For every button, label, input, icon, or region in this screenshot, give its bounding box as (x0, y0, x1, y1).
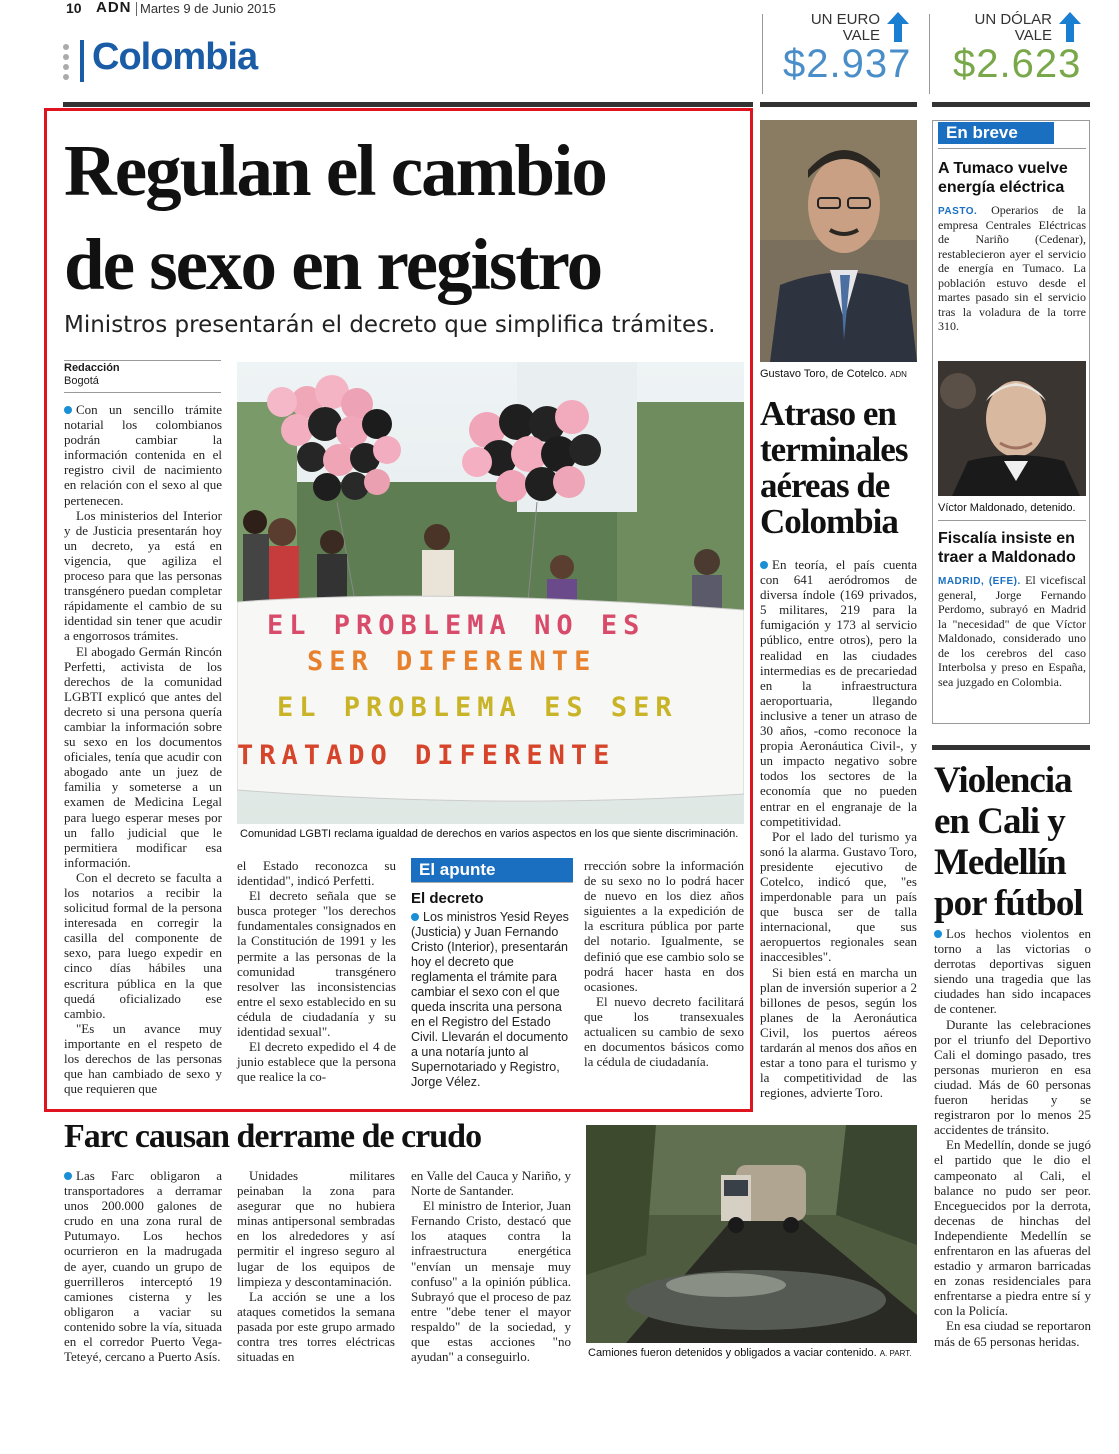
bullet-icon (760, 561, 768, 569)
main-col1-para: El abogado Germán Rincón Perfetti, activista de los derechos de la comunidad LGBTI explicó que antes del decreto si una persona quería cambiar la información sobre su sexo en los documentos oficiales, tenía que acudir con abogado ante un juez de familia y someterse a un examen de Medicina Legal para luego esperar meses por un fallo judicial que le permitiera modificar esa información. (64, 643, 222, 870)
dollar-label-line2: VALE (1014, 27, 1052, 44)
apunte-title: El decreto (411, 890, 484, 907)
currency-divider (929, 14, 930, 94)
brief-item2-place: MADRID, (EFE). (938, 576, 1021, 587)
brief-rule (938, 148, 1086, 149)
farc-para: El ministro de Interior, Juan Fernando Cristo, destacó que los ataques contra la infraestructura energética "envían un mensaje muy confuso" a la opinión pública. Subrayó que el proceso de paz entre "debe tener el mayor respaldo" de la sociedad, y que estas acciones "no ayudan" a conseguirlo. (411, 1198, 571, 1365)
violence-para: Durante las celebraciones por el triunfo del Deportivo Cali el domingo pasado, tres personas murieron en esa ciudad. Más de 60 personas fueron heridas y se registraron por lo menos 25 accidentes de tránsito. (934, 1016, 1091, 1138)
main-col2-para: El decreto señala que se busca proteger "los derechos fundamentales consignados en la Constitución de 1991 y les permite a las personas de la comunidad transgénero resolver las inconsistencias entre el sexo establecido en su cédula de ciudadanía y su identidad sexual". (237, 888, 396, 1040)
euro-up-arrow-icon (887, 12, 909, 42)
gustavo-toro-image (760, 120, 917, 362)
main-photo-caption: Comunidad LGBTI reclama igualdad de derechos en varios aspectos en los que siente discriminación. (240, 828, 739, 840)
section-title: Colombia (92, 36, 258, 78)
issue-date: Martes 9 de Junio 2015 (140, 1, 276, 16)
main-column-4 (584, 858, 744, 1069)
airports-para: Si bien está en marcha un plan de inversión superior a 2 billones de pesos, según los planes de la Aeronáutica Civil, los puertos aéreos tardarán al menos dos años en estar a tono para el turismo y la competitividad de las regiones, advierte Toro. (760, 964, 917, 1101)
dollar-value: $2.623 (953, 42, 1082, 86)
farc-headline: Farc causan derrame de crudo (64, 1118, 482, 1155)
bullet-icon (64, 406, 72, 414)
byline: Redacción (64, 362, 120, 374)
brief-label: En breve (938, 122, 1054, 144)
brief-item1-place: PASTO. (938, 206, 978, 217)
bullet-icon (64, 1172, 72, 1180)
farc-photo-image (586, 1125, 917, 1343)
bullet-icon (934, 930, 942, 938)
apunte-label: El apunte (411, 858, 573, 882)
farc-column-2 (237, 1168, 395, 1364)
brief-item1-title: A Tumaco vuelve energía eléctrica (938, 160, 1068, 196)
violence-para: En esa ciudad se reportaron más de 65 personas heridas. (934, 1318, 1091, 1349)
brief-item2-title: Fiscalía insiste en traer a Maldonado (938, 530, 1076, 566)
farc-para: La acción se une a los ataques cometidos la semana pasada por este grupo armado contra tres torres eléctricas situadas en (237, 1288, 395, 1365)
main-column-1 (64, 402, 222, 1096)
main-headline-line1: Regulan el cambio (64, 130, 606, 211)
header-rule-main (63, 102, 753, 107)
lgbti-photo (237, 362, 744, 824)
main-col1-para: Los ministerios del Interior y de Justicia presentarán hoy un decreto, ya está en vigencia, que agiliza el proceso para que las personas transgénero puedan completar rápidamente el cambio de su identidad sin tener que acudir a engorrosos trámites. (64, 507, 222, 644)
main-col4-para: El nuevo decreto facilitará que los transexuales actualicen su cambio de sexo en documentos básicos como la cédula de ciudadanía. (584, 993, 744, 1070)
dollar-label (940, 12, 1052, 44)
euro-label (770, 12, 880, 44)
apunte-rule (411, 882, 573, 883)
apunte-box (411, 858, 573, 1090)
header-divider (136, 2, 137, 16)
airports-para: En teoría, el país cuenta con 641 aeródromos de diversa índole (169 privados, 5 militares, 219 para la fumigación y 173 al servicio público, entre otros), pero la realidad en las ciudades intermedias es de precariedad en la infraestructura aeroportuaria, llegando inclusive a tener un atraso de 30 años, -como reconoce la propia Aeronáutica Civil-, y un impacto negativo sobre todos los sectores de la economía que no pueden entrar en el engranaje de la competitividad. (760, 557, 917, 829)
violence-para: Los hechos violentos en torno a las victorias o derrotas deportivas siguen siendo una tragedia que las ciudades han sido incapaces de contener. (934, 926, 1091, 1017)
violence-rule (932, 745, 1090, 750)
section-dots-icon (63, 44, 69, 84)
main-col1-para: Con un sencillo trámite notarial los colombianos podrán cambiar la información contenida en el registro civil de nacimiento en relación con el sexo al que pertenecen. (64, 402, 222, 508)
header-rule-right (932, 102, 1090, 107)
farc-para: en Valle del Cauca y Nariño, y Norte de Santander. (411, 1168, 571, 1199)
dollar-up-arrow-icon (1059, 12, 1081, 42)
header-rule-mid (760, 102, 917, 107)
euro-label-line2: VALE (842, 27, 880, 44)
gustavo-toro-photo (760, 120, 917, 362)
main-headline-line2: de sexo en registro (64, 224, 602, 305)
apunte-text: Los ministros Yesid Reyes (Justicia) y Juan Fernando Cristo (Interior), presentarán hoy el decreto que reglamenta el trámite para cambiar el sexo con el que queda inscrita una persona en el Registro del Estado Civil. Llevarán el documento a una notaría junto al Supernotariado y Registro, Jorge Vélez. (411, 910, 569, 1089)
airports-para: Por el lado del turismo ya sonó la alarma. Gustavo Toro, presidente ejecutivo de Cotelco, indicó que, "es imperdonable para un país que busca ser de talla internacional, que sus aeropuertos regionales sean inaccesibles". (760, 828, 917, 965)
section-bar (80, 40, 84, 82)
main-deck: Ministros presentarán el decreto que simplifica trámites. (64, 312, 716, 338)
maldonado-caption: Víctor Maldonado, detenido. (938, 502, 1076, 514)
main-col1-para: "Es un avance muy importante en el respeto de los derechos de las personas que han cambiado de sexo y que requieren que (64, 1020, 222, 1097)
currency-left-divider (762, 14, 763, 94)
dollar-label-line1: UN DÓLAR (974, 11, 1052, 28)
byline-city: Bogotá (64, 375, 99, 387)
main-headline (64, 124, 754, 312)
maldonado-image (938, 361, 1086, 496)
bullet-icon (411, 913, 419, 921)
banner-text-3: EL PROBLEMA ES SER (277, 692, 678, 723)
brief-item2-body: MADRID, (EFE). El vicefiscal general, Jorge Fernando Perdomo, subrayó en Madrid la "necesidad" de que Víctor Maldonado, considerado uno de los cerebros del caso Interbolsa y preso en España, sea juzgado en Colombia. (938, 573, 1087, 689)
main-column-2 (237, 858, 396, 1084)
farc-column-1 (64, 1168, 222, 1364)
gustavo-photo-credit: ADN (890, 370, 907, 379)
euro-label-line1: UN EURO (810, 11, 880, 28)
page-number: 10 (66, 0, 82, 16)
banner-text-4: TRATADO DIFERENTE (237, 740, 616, 771)
byline-rule-bottom (64, 392, 221, 393)
farc-para: Unidades militares peinaban la zona para asegurar que no hubiera minas antipersonal sembradas en los alrededores y así permitir el ingreso seguro al lugar de los equipos de limpieza y descontaminación. (237, 1168, 395, 1289)
farc-photo (586, 1125, 917, 1343)
farc-photo-caption: Camiones fueron detenidos y obligados a vaciar contenido. A. PART. (588, 1347, 912, 1359)
farc-para: Las Farc obligaron a transportadores a derramar unos 200.000 galones de crudo en una zona rural de Putumayo. Los hechos ocurrieron en la madrugada de ayer, cuando un grupo de guerrilleros interceptó 19 camiones cisterna y les obligaron a vaciar su contenido sobre la vía, situada en el corredor Puerto Vega-Teteyé, cercano a Puerto Asís. (64, 1168, 222, 1365)
banner-text-2: SER DIFERENTE (307, 646, 597, 677)
brief-rule-2 (938, 520, 1086, 521)
violence-headline: Violencia en Cali y Medellín por fútbol (934, 760, 1083, 924)
main-col2-para: El decreto expedido el 4 de junio establece que la persona que realice la co- (237, 1039, 396, 1085)
violence-para: En Medellín, donde se jugó el partido que le dio el campeonato al Cali, el balance no pudo ser peor. Enceguecidos por la derrota, decenas de hinchas del Independiente Medellín se enfrentaron en las afueras del estadio y armaron barricadas en zonas residenciales para enfrentarse a piedra entre sí y con la Policía. (934, 1137, 1091, 1319)
main-col2-para: el Estado reconozca su identidad", indicó Perfetti. (237, 858, 396, 889)
farc-column-3 (411, 1168, 571, 1364)
gustavo-caption: Gustavo Toro, de Cotelco. ADN (760, 368, 907, 380)
maldonado-photo (938, 361, 1086, 496)
main-col4-para: rrección sobre la información de su sexo no lo podrá hacer de nuevo en los diez años siguientes a la expedición de la escritura pública por parte del notario. Igualmente, se definió que ese cambio solo se podrá hacer hasta en dos ocasiones. (584, 858, 744, 994)
brief-item1-body: PASTO. Operarios de la empresa Centrales Eléctricas de Nariño (Cedenar), restablecieron ayer el servicio de energía en Tumaco. La población estuvo desde el martes pasado sin el servicio tras la voladura de la torre 310. (938, 203, 1086, 333)
farc-photo-credit: A. PART. (879, 1349, 912, 1358)
main-col1-para: Con el decreto se faculta a los notarios a recibir la solicitud formal de la persona interesada en corregir la casilla del componente de sexo, para luego expedir en cinco días hábiles una escritura pública en la que quedá oficializado ese cambio. (64, 869, 222, 1021)
banner-text-1: EL PROBLEMA NO ES (267, 610, 646, 641)
newspaper-logo: ADN (96, 0, 132, 16)
airports-headline: Atraso en terminales aéreas de Colombia (760, 394, 908, 541)
violence-body (934, 926, 1091, 1349)
lgbti-photo-image (237, 362, 744, 824)
byline-rule (64, 360, 221, 361)
euro-value: $2.937 (783, 42, 912, 86)
airports-body (760, 557, 917, 1100)
